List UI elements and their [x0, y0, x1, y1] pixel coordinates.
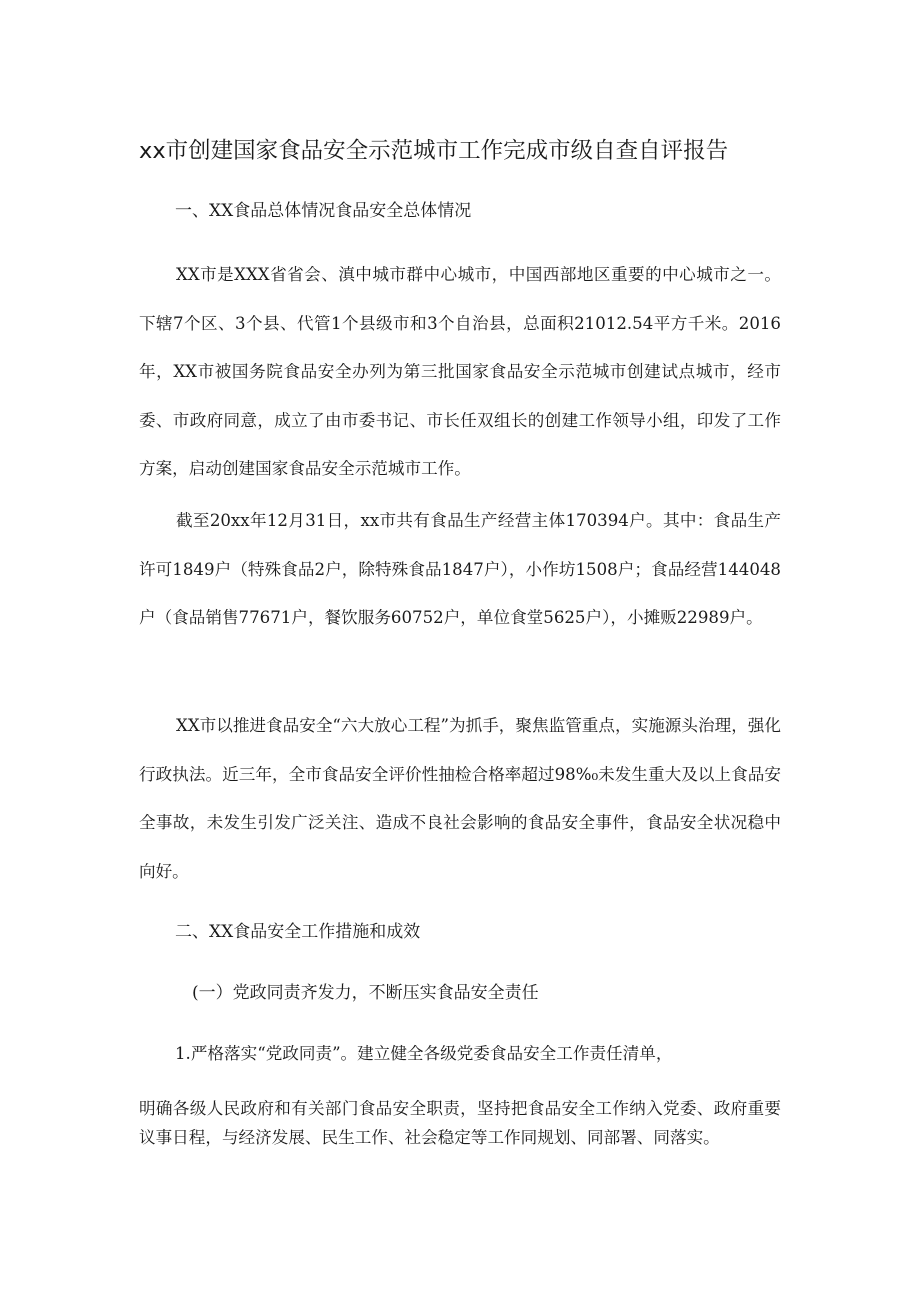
section-1-heading: 一、XX食品总体情况食品安全总体情况: [175, 201, 472, 221]
paragraph-results: XX市以推进食品安全“六大放心工程”为抓手，聚焦监管重点，实施源头治理，强化行政执法。近三年，全市食品安全评价性抽检合格率超过98%₀未发生重大及以上食品安全事故，未发生引发广泛关注、造成不良社会影响的食品安全事件，食品安全状况稳中向好。: [139, 716, 781, 881]
paragraph-statistics: 截至20xx年12月31日，xx市共有食品生产经营主体170394户。其中：食品生产许可1849户（特殊食品2户，除特殊食品1847户），小作坊1508户；食品经营144048户（食品销售77671户，餐饮服务60752户，单位食堂5625户），小摊贩22989户。: [139, 511, 781, 627]
document-title: xx市创建国家食品安全示范城市工作完成市级自查自评报告: [139, 138, 729, 164]
subsection-1-heading: (一）党政同责齐发力，不断压实食品安全责任: [192, 983, 539, 1003]
item-1-lead: 1.严格落实“党政同责”。建立健全各级党委食品安全工作责任清单，: [175, 1044, 673, 1063]
section-2-heading: 二、XX食品安全工作措施和成效: [175, 922, 421, 942]
paragraph-overview: XX市是XXX省省会、滇中城市群中心城市，中国西部地区重要的中心城市之一。下辖7个区、3个县、代管1个县级市和3个自治县，总面积21012.54平方千米。2016年，XX市被国务院食品安全办列为第三批国家食品安全示范城市创建试点城市，经市委、市政府同意，成立了由市委书记、市长任双组长的创建工作领导小组，印发了工作方案，启动创建国家食品安全示范城市工作。: [139, 265, 781, 478]
item-1-body: 明确各级人民政府和有关部门食品安全职责，坚持把食品安全工作纳入党委、政府重要议事日程，与经济发展、民生工作、社会稳定等工作同规划、同部署、同落实。: [139, 1099, 781, 1147]
